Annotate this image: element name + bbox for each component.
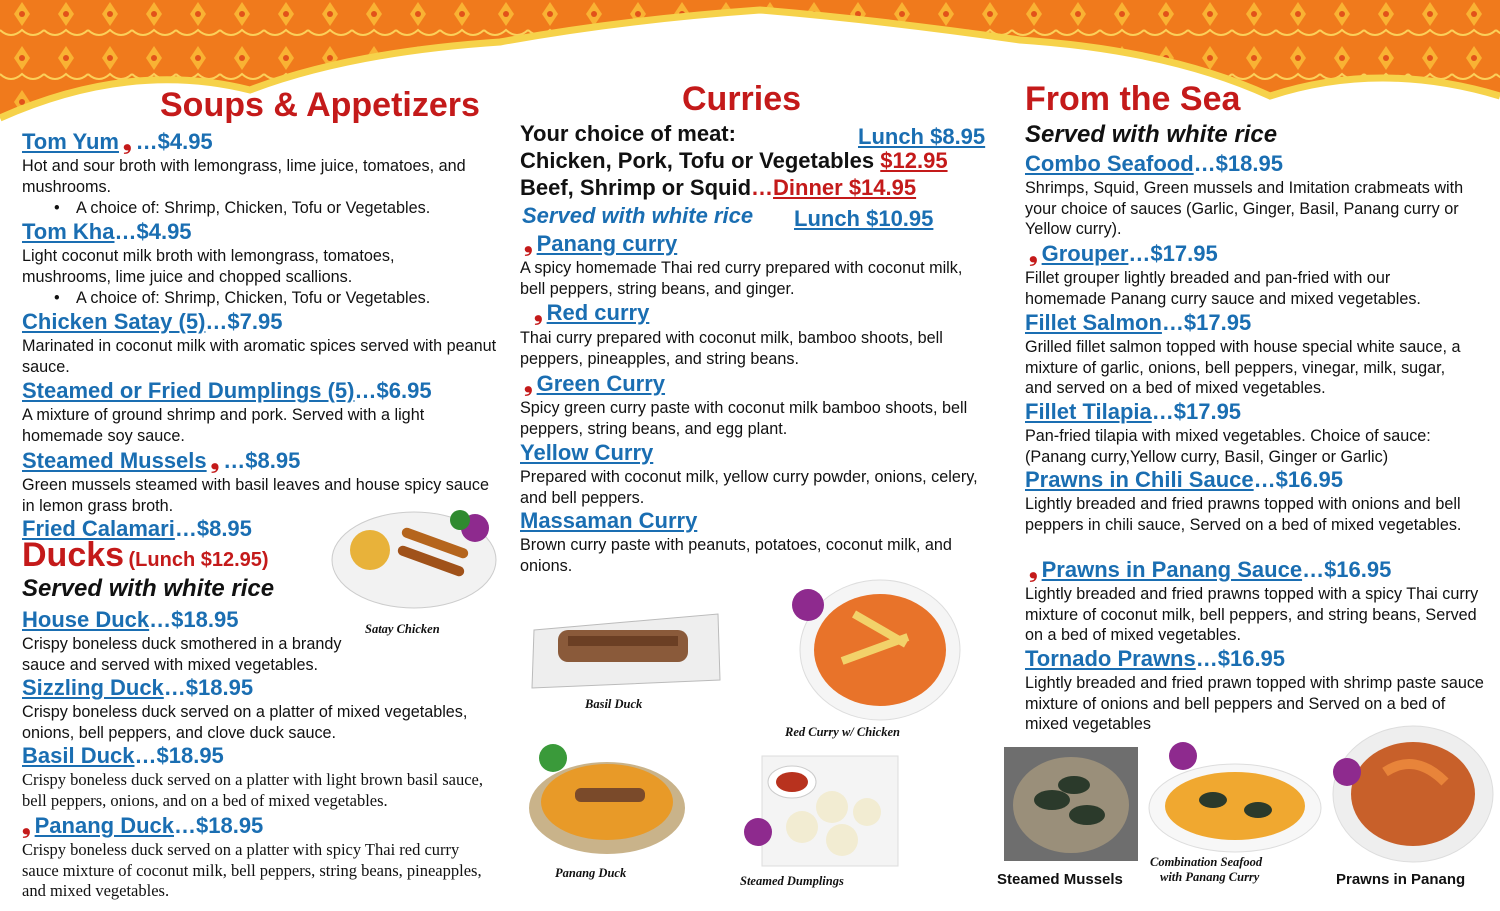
item-name: Grouper (1041, 241, 1129, 266)
item-name: Fillet Salmon (1025, 310, 1162, 335)
item-description: Crispy boneless duck served on a platter with spicy Thai red curry sauce mixture of coconut milk, bell peppers, string beans, pineapples, and mixed vegetables. (22, 840, 482, 900)
menu-item-red-curry (520, 300, 649, 326)
item-description: Light coconut milk broth with lemongrass, tomatoes, mushrooms, lime juice and chopped scallions. (22, 247, 395, 286)
item-price: …$8.95 (223, 448, 301, 473)
item-name: House Duck (22, 607, 150, 632)
item-name: Steamed or Fried Dumplings (5) (22, 378, 355, 403)
caption-prawns: Prawns in Panang (1336, 871, 1466, 888)
item-description: Green mussels steamed with basil leaves and house spicy sauce in lemon grass broth. (22, 476, 489, 515)
caption-red-curry: Red Curry w/ Chicken (785, 725, 900, 739)
item-name: Tom Kha (22, 219, 115, 244)
caption-basil-duck: Basil Duck (585, 697, 643, 711)
caption-combo-line2: with Panang Curry (1160, 870, 1260, 884)
caption-panang-duck: Panang Duck (555, 866, 627, 880)
item-name: Prawns in Panang Sauce (1041, 557, 1303, 582)
caption-satay: Satay Chicken (365, 622, 440, 636)
item-name: Panang curry (536, 231, 678, 256)
option-dinner-price: Dinner $14.95 (773, 175, 917, 200)
section-title-curries: Curries (682, 80, 802, 118)
item-description: Lightly breaded and fried prawns topped with onions and bell peppers in chili sauce, Served on a bed of mixed vegetables. (1025, 495, 1462, 534)
item-price: …$18.95 (134, 743, 224, 768)
caption-combo-line1: Combination Seafood (1150, 855, 1263, 869)
item-name: Prawns in Chili Sauce (1025, 467, 1254, 492)
menu-item-fillet-salmon (1025, 310, 1251, 336)
option-price: $12.95 (880, 148, 948, 173)
item-description: Pan-fried tilapia with mixed vegetables. Choice of sauce: (Panang curry,Yellow curry, Basil, Ginger or Garlic) (1025, 427, 1431, 466)
item-price: …$4.95 (135, 129, 213, 154)
option-ellipsis: … (751, 175, 774, 200)
section-title-ducks (22, 536, 269, 575)
item-description: Hot and sour broth with lemongrass, lime juice, tomatoes, and mushrooms. (22, 157, 466, 196)
menu-item-prawns-panang (1025, 557, 1391, 583)
menu-item-sizzling-duck (22, 675, 253, 701)
chili-pepper-icon: ❟ (534, 300, 543, 325)
item-price: …$7.95 (205, 309, 283, 334)
curries-lunch-price-2: Lunch $10.95 (794, 206, 934, 231)
basil-duck-photo (528, 600, 724, 692)
item-description: Fillet grouper lightly breaded and pan-fried with our homemade Panang curry sauce and mixed vegetables. (1025, 269, 1421, 308)
menu-item-grouper (1025, 241, 1218, 267)
item-description: Prepared with coconut milk, yellow curry powder, onions, celery, and bell peppers. (520, 468, 978, 507)
chili-pepper-icon: ❟ (22, 813, 31, 838)
item-description: Crispy boneless duck served on a platter with light brown basil sauce, bell peppers, onions, and on a bed of mixed vegetables. (22, 770, 483, 810)
item-name: Sizzling Duck (22, 675, 164, 700)
satay-chicken-photo (330, 500, 498, 615)
combination-seafood-photo (1143, 738, 1323, 856)
curries-option-beef (520, 175, 916, 201)
item-name: Fried Calamari (22, 516, 175, 541)
item-price: …$18.95 (163, 675, 254, 700)
prawns-panang-photo (1325, 712, 1495, 867)
item-name: Chicken Satay (5) (22, 309, 206, 334)
item-name: Green Curry (536, 371, 666, 396)
item-name: Basil Duck (22, 743, 135, 768)
steamed-dumplings-photo (722, 752, 902, 870)
menu-item-combo-seafood (1025, 151, 1283, 177)
item-description: Grilled fillet salmon topped with house special white sauce, a mixture of garlic, onions, bell peppers, vinegar, milk, sugar, and served on a bed of mixed vegetables. (1025, 338, 1461, 397)
ducks-served-note: Served with white rice (22, 575, 275, 602)
menu-item-panang-duck (22, 813, 263, 839)
item-price: …$16.95 (1195, 646, 1286, 671)
item-name: Fillet Tilapia (1025, 399, 1152, 424)
item-description: Marinated in coconut milk with aromatic spices served with peanut sauce. (22, 337, 497, 376)
item-name: Red curry (546, 300, 650, 325)
sea-served-note: Served with white rice (1025, 121, 1278, 148)
chili-pepper-icon: ❟ (524, 371, 533, 396)
red-curry-photo (780, 575, 970, 725)
steamed-mussels-photo (1002, 745, 1140, 863)
option-text: Beef, Shrimp or Squid (520, 175, 752, 200)
item-description: Spicy green curry paste with coconut milk bamboo shoots, bell peppers, string beans, and egg plant. (520, 399, 968, 438)
menu-item-dumplings (22, 378, 432, 404)
item-name: Panang Duck (34, 813, 174, 838)
chili-pepper-icon: ❟ (1029, 241, 1038, 266)
item-description: Thai curry prepared with coconut milk, bamboo shoots, bell peppers, pineapples, and string beans. (520, 329, 943, 368)
panang-duck-photo (525, 738, 690, 858)
chili-pepper-icon: ❟ (210, 448, 220, 473)
item-price: …$16.95 (1253, 467, 1343, 492)
menu-item-chicken-satay (22, 309, 282, 335)
menu-item-tom-kha (22, 219, 192, 245)
menu-item-prawns-chili (1025, 467, 1343, 493)
menu-item-panang-curry (520, 231, 677, 257)
item-price: …$6.95 (354, 378, 432, 403)
item-description: Lightly breaded and fried prawn topped with shrimp paste sauce mixture of onions and bell peppers and Served on a bed of mixed vegetables (1025, 674, 1484, 733)
item-price: …$8.95 (174, 516, 252, 541)
menu-item-basil-duck (22, 743, 224, 769)
item-choice: • A choice of: Shrimp, Chicken, Tofu or Vegetables. (76, 289, 430, 308)
menu-item-tom-yum (22, 129, 213, 155)
curries-lunch-price-1: Lunch $8.95 (858, 124, 986, 149)
chili-pepper-icon: ❟ (122, 129, 132, 154)
curries-choice-label: Your choice of meat: (520, 121, 736, 146)
menu-item-house-duck (22, 607, 238, 633)
item-description: Shrimps, Squid, Green mussels and Imitation crabmeats with your choice of sauces (Garlic, Ginger, Basil, Panang curry or Yellow curry). (1025, 179, 1464, 238)
section-title-soups: Soups & Appetizers (160, 86, 480, 124)
option-text: Chicken, Pork, Tofu or Vegetables (520, 148, 875, 173)
item-price: …$18.95 (174, 813, 264, 838)
item-description: Lightly breaded and fried prawns topped with a spicy Thai curry mixture of coconut milk, bell peppers, and string beans, Served on a bed of mixed vegetables. (1025, 585, 1479, 644)
menu-item-steamed-mussels (22, 448, 300, 474)
item-name: Tornado Prawns (1025, 646, 1196, 671)
menu-item-yellow-curry (520, 440, 653, 466)
caption-dumplings: Steamed Dumplings (740, 874, 844, 888)
item-description: Brown curry paste with peanuts, potatoes, coconut milk, and onions. (520, 536, 952, 575)
menu-item-tornado-prawns (1025, 646, 1285, 672)
menu-item-fillet-tilapia (1025, 399, 1241, 425)
chili-pepper-icon: ❟ (1029, 557, 1038, 582)
item-name: Combo Seafood (1025, 151, 1194, 176)
menu-item-massaman-curry (520, 508, 697, 534)
item-price: …$17.95 (1128, 241, 1218, 266)
item-price: …$18.95 (1193, 151, 1283, 176)
item-price: …$17.95 (1151, 399, 1242, 424)
item-description: A mixture of ground shrimp and pork. Served with a light homemade soy sauce. (22, 406, 425, 445)
item-description: Crispy boneless duck served on a platter of mixed vegetables, onions, bell peppers, and clove duck sauce. (22, 703, 468, 742)
chili-pepper-icon: ❟ (524, 231, 533, 256)
item-name: Yellow Curry (520, 440, 654, 465)
item-price: …$16.95 (1302, 557, 1392, 582)
curries-served-note: Served with white rice (522, 203, 754, 228)
item-price: …$18.95 (149, 607, 239, 632)
item-description: Crispy boneless duck smothered in a brandy sauce and served with mixed vegetables. (22, 635, 342, 674)
item-name: Massaman Curry (520, 508, 698, 533)
item-description: A spicy homemade Thai red curry prepared with coconut milk, bell peppers, string beans, and ginger. (520, 259, 963, 298)
item-price: …$17.95 (1161, 310, 1252, 335)
ducks-lunch-price: (Lunch $12.95) (128, 549, 269, 571)
item-name: Steamed Mussels (22, 448, 207, 473)
section-title-sea: From the Sea (1025, 80, 1241, 118)
item-choice: • A choice of: Shrimp, Chicken, Tofu or Vegetables. (76, 199, 430, 218)
curries-option-chicken (520, 148, 948, 174)
item-price: …$4.95 (114, 219, 192, 244)
caption-mussels: Steamed Mussels (997, 871, 1123, 888)
menu-item-green-curry (520, 371, 665, 397)
item-name: Tom Yum (22, 129, 119, 154)
ducks-title: Ducks (22, 536, 125, 574)
